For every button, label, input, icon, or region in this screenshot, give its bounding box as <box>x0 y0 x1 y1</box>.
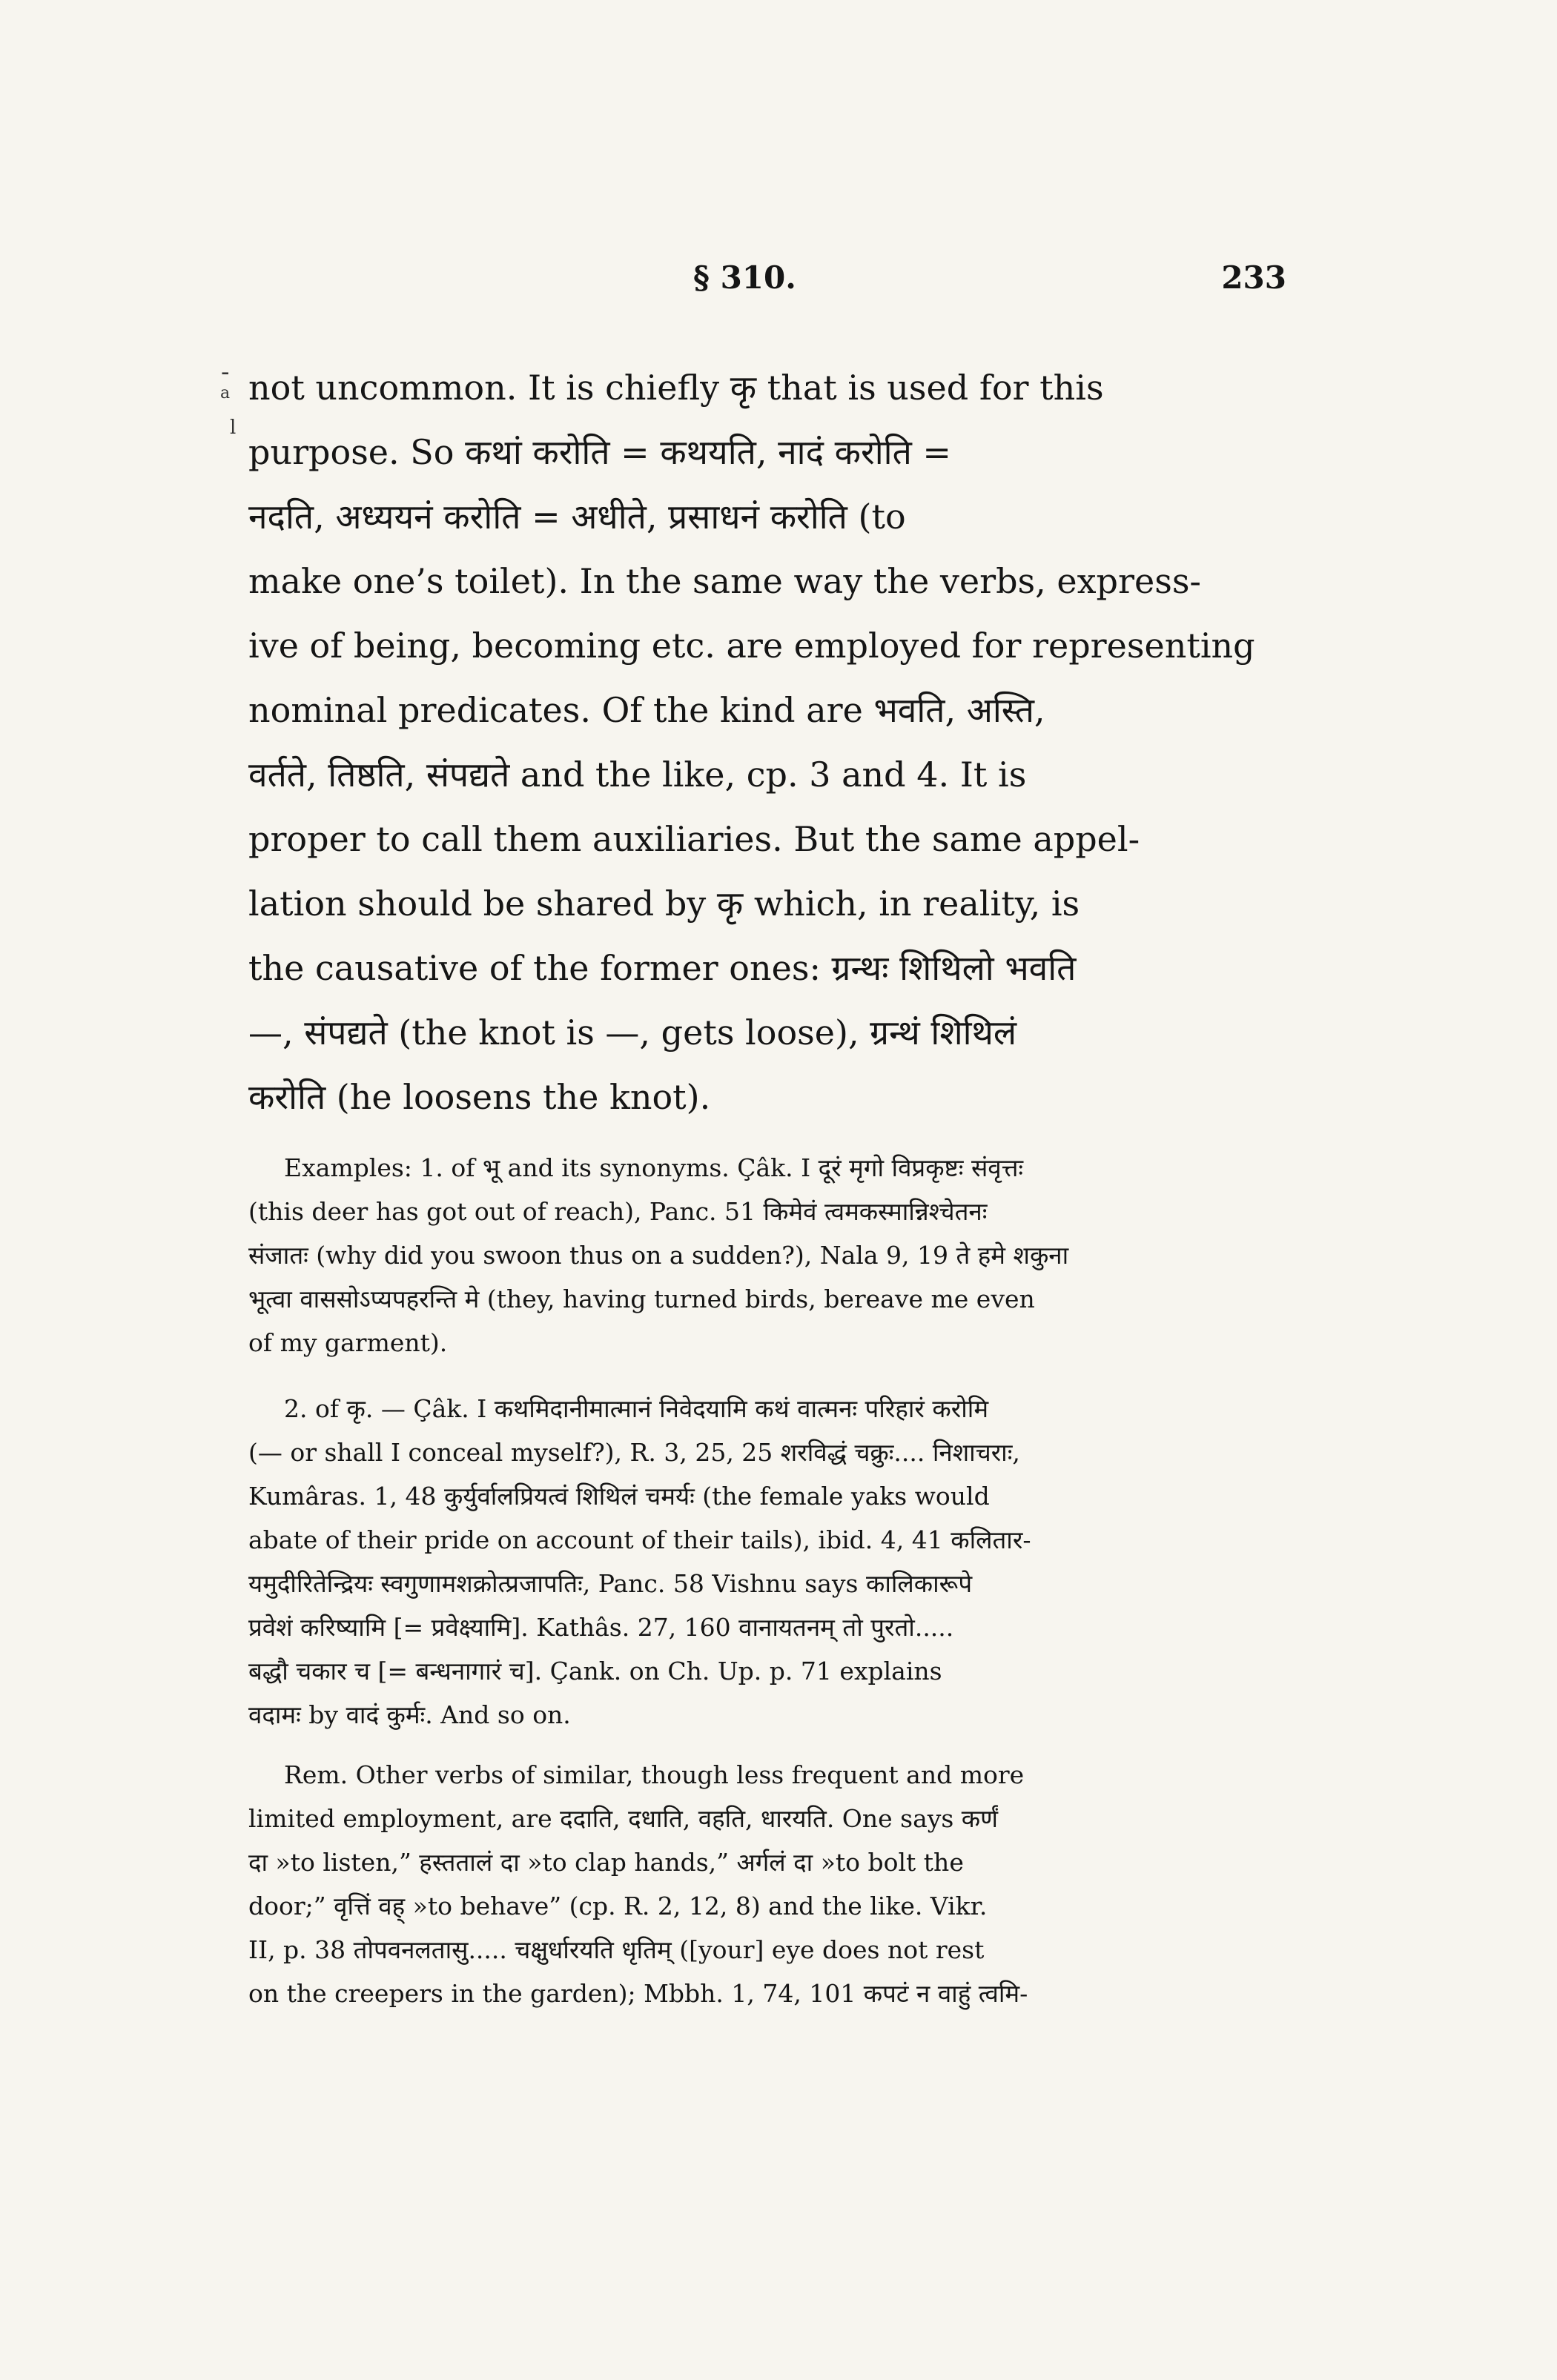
running-header <box>248 259 1286 304</box>
remark <box>248 1753 1286 2015</box>
margin-mark: a <box>220 384 231 402</box>
text-line: नदति, अध्ययनं करोति = अधीते, प्रसाधनं करोति (to <box>248 497 906 537</box>
text-line: दा »to listen,” हस्ततालं दा »to clap hands,” अर्गलं दा »to bolt the <box>248 1848 964 1877</box>
text-line: ive of being, becoming etc. are employed for representing <box>248 626 1255 666</box>
text-line: Kumâras. 1, 48 कुर्युर्वालप्रियत्वं शिथिलं चमर्यः (the female yaks would <box>248 1482 990 1511</box>
text-line: purpose. So कथां करोति = कथयति, नादं करोति = <box>248 432 951 472</box>
text-line: not uncommon. It is chiefly कृ that is used for this <box>248 368 1104 408</box>
text-line: (— or shall I conceal myself?), R. 3, 25, 25 शरविद्धं चक्रुः.... निशाचराः, <box>248 1438 1020 1467</box>
text-line: यमुदीरितेन्द्रियः स्वगुणामशक्रोत्प्रजापतिः, Panc. 58 Vishnu says कालिकारूपे <box>248 1569 973 1598</box>
text-line: 2. of कृ. — Çâk. I कथमिदानीमात्मानं निवेदयामि कथं वात्मनः परिहारं करोमि <box>284 1394 989 1423</box>
text-line: (this deer has got out of reach), Panc. 51 किमेवं त्वमकस्मान्निश्चेतनः <box>248 1197 988 1226</box>
text-line: —, संपद्यते (the knot is —, gets loose), ग्रन्थं शिथिलं <box>248 1012 1017 1053</box>
margin-mark: - <box>221 357 230 387</box>
text-line: प्रवेशं करिष्यामि [= प्रवेक्ष्यामि]. Kathâs. 27, 160 वानायतनम् तो पुरतो..... <box>248 1613 954 1642</box>
text-line: वर्तते, तिष्ठति, संपद्यते and the like, cp. 3 and 4. It is <box>248 755 1027 795</box>
text-line: भूत्वा वाससोऽप्यपहरन्ति मे (they, having turned birds, bereave me even <box>248 1285 1035 1313</box>
text-line: proper to call them auxiliaries. But the same appel- <box>248 819 1140 859</box>
text-line: limited employment, are ददाति, दधाति, वहति, धारयति. One says कर्णं <box>248 1804 999 1833</box>
text-line: II, p. 38 तोपवनलतासु..... चक्षुर्धारयति धृतिम् ([your] eye does not rest <box>248 1935 985 1964</box>
examples-1 <box>248 1146 1286 1365</box>
main-paragraph <box>248 356 1286 1130</box>
page-number: 233 <box>1221 259 1286 296</box>
examples-2 <box>248 1387 1286 1737</box>
text-line: Rem. Other verbs of similar, though less frequent and more <box>284 1760 1025 1789</box>
text-line: of my garment). <box>248 1328 448 1357</box>
page-body <box>248 356 1286 2015</box>
text-line: Examples: 1. of भू and its synonyms. Çâk. I दूरं मृगो विप्रकृष्टः संवृत्तः <box>284 1153 1024 1182</box>
text-line: lation should be shared by कृ which, in reality, is <box>248 884 1080 924</box>
text-line: on the creepers in the garden); Mbbh. 1, 74, 101 कपटं न वाहुं त्वमि- <box>248 1979 1028 2008</box>
text-line: बद्धौ चकार च [= बन्धनागारं च]. Çank. on Ch. Up. p. 71 explains <box>248 1657 942 1685</box>
text-line: make one’s toilet). In the same way the verbs, express- <box>248 561 1201 601</box>
text-line: the causative of the former ones: ग्रन्थः शिथिलो भवति <box>248 948 1077 988</box>
text-line: door;” वृत्तिं वह् »to behave” (cp. R. 2, 12, 8) and the like. Vikr. <box>248 1892 988 1920</box>
text-line: abate of their pride on account of their tails), ibid. 4, 41 कलितार- <box>248 1525 1031 1554</box>
text-line: nominal predicates. Of the kind are भवति, अस्ति, <box>248 690 1045 730</box>
margin-mark: l <box>230 417 237 439</box>
text-line: वदामः by वादं कुर्मः. And so on. <box>248 1700 571 1729</box>
text-line: संजातः (why did you swoon thus on a sudden?), Nala 9, 19 ते हमे शकुना <box>248 1241 1069 1270</box>
text-line: करोति (he loosens the knot). <box>248 1077 711 1117</box>
section-number: § 310. <box>693 259 796 296</box>
